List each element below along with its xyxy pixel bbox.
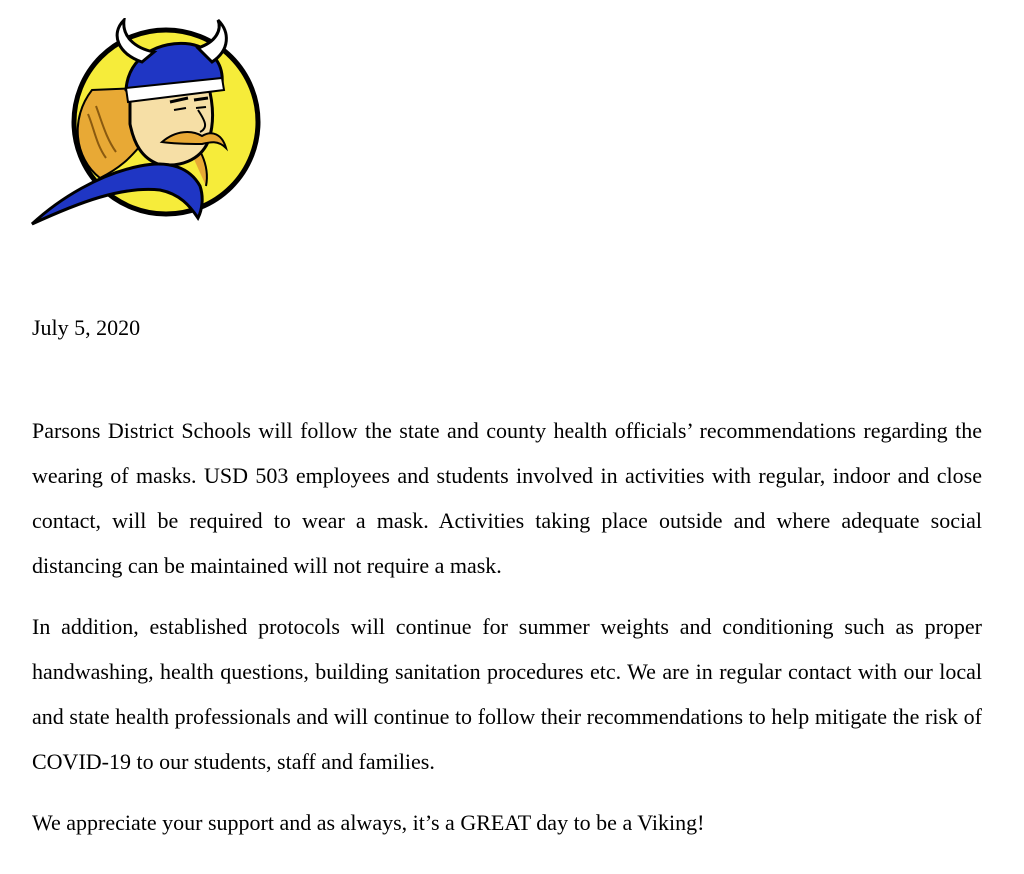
viking-mascot-logo bbox=[30, 18, 262, 228]
paragraph-masks: Parsons District Schools will follow the state and county health officials’ recommendations regarding the wearing of masks. USD 503 employees and students involved in activities with regular, indoor and close contact, will be required to wear a mask. Activities taking place outside and where adequate social distancing can be maintained will not require a mask. bbox=[32, 418, 982, 578]
paragraph-closing: We appreciate your support and as always, it’s a GREAT day to be a Viking! bbox=[32, 810, 705, 835]
paragraph-protocols: In addition, established protocols will continue for summer weights and conditioning such as proper handwashing, health questions, building sanitation procedures etc. We are in regular contact with our local and state health professionals and will continue to follow their recommendations to help mitigate the risk of COVID-19 to our students, staff and families. bbox=[32, 614, 982, 774]
letter-body bbox=[32, 310, 982, 845]
letter-date: July 5, 2020 bbox=[32, 315, 141, 340]
